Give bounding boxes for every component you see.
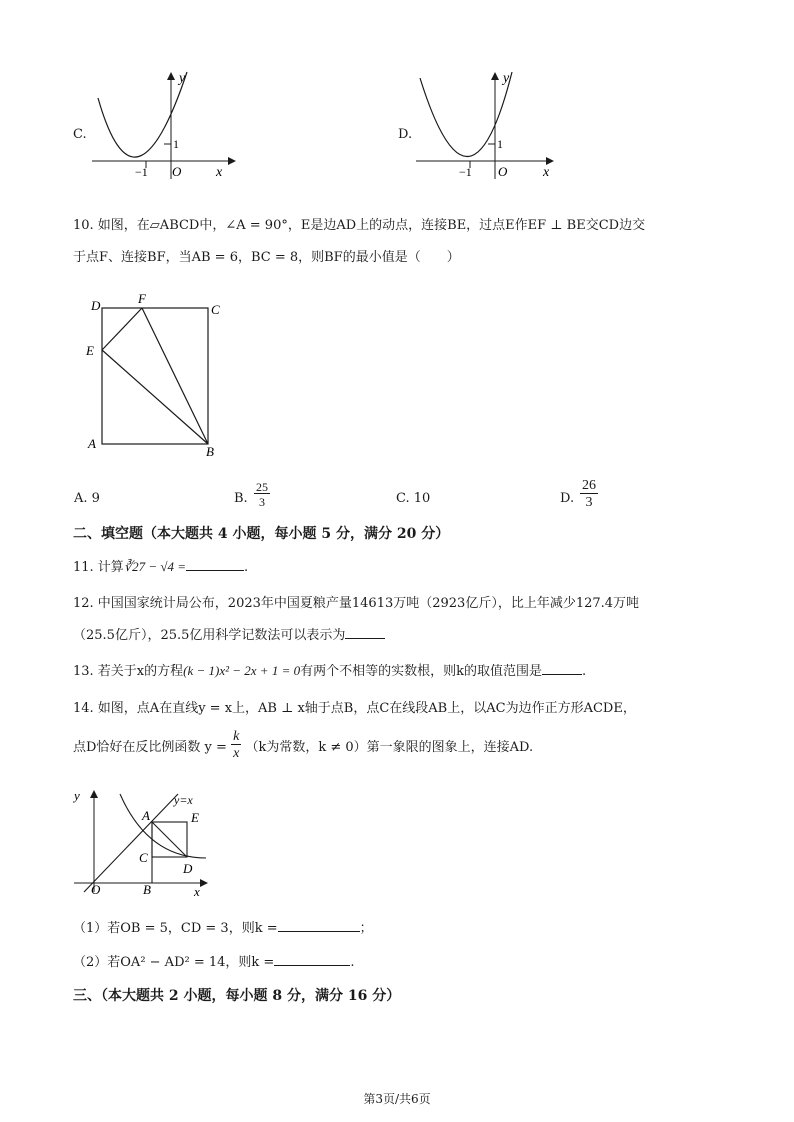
q11-prefix: 11. 计算 [73, 560, 124, 575]
q10-option-c: C. 10 [396, 491, 431, 506]
q9c-x-label: x [216, 165, 223, 180]
q10-option-a: A. 9 [74, 491, 100, 506]
section-3-title: 三、（本大题共 2 小题，每小题 8 分，满分 16 分） [73, 988, 401, 1004]
q14-sub1-suffix: ； [359, 921, 373, 936]
q14-y-label: y [74, 788, 80, 803]
q9-option-c-graph [88, 68, 238, 180]
q14-line-2-prefix: 点D恰好在反比例函数 y = [73, 740, 227, 755]
q14-line-2-suffix: （k为常数，k ≠ 0）第一象限的图象上，连接AD. [245, 740, 534, 755]
q10-label-b: B [206, 444, 214, 459]
q10-option-d-fraction: $\frac{26}{3}$ [582, 478, 596, 510]
q14-sub-question-1 [73, 917, 373, 936]
q14-sub2-prefix: （2）若OA² − AD² = 14，则k = [73, 955, 275, 970]
q14-label-c: C [139, 850, 148, 865]
q9c-y-label: y [179, 71, 186, 86]
q14-sub-question-2 [73, 951, 354, 970]
q13-answer-blank[interactable] [542, 662, 582, 675]
q9d-neg-one-label: −1 [459, 165, 472, 179]
q9-option-d-graph [412, 68, 562, 180]
q10-rectangle-figure [80, 288, 240, 460]
q10-label-c: C [211, 302, 220, 317]
q14-line-2 [73, 730, 533, 772]
q13-prefix: 13. 若关于x的方程 [73, 664, 184, 679]
q10-label-f: F [138, 291, 146, 306]
q14-label-e: E [191, 810, 199, 825]
q11-suffix: . [244, 560, 249, 575]
section-2-title: 二、填空题（本大题共 4 小题，每小题 5 分，满分 20 分） [73, 526, 450, 542]
q12-line-2 [73, 624, 385, 643]
q14-sub2-suffix: . [350, 955, 355, 970]
q9c-neg-one-label: −1 [135, 165, 148, 179]
q14-sub1-answer-blank[interactable] [278, 919, 360, 932]
q11-expression: ∛27 − √4 = [123, 559, 187, 574]
q10-label-a: A [88, 436, 96, 451]
q10-line-2: 于点F、连接BF，当AB = 6，BC = 8，则BF的最小值是（ ） [73, 250, 460, 265]
q14-label-b: B [143, 882, 151, 896]
q14-sub1-prefix: （1）若OB = 5，CD = 3，则k = [73, 921, 278, 936]
q10-line-1: 10. 如图，在▱ABCD中，∠A = 90°，E是边AD上的动点，连接BE，过点E作EF ⊥ BE交CD边交 [73, 218, 646, 233]
q9c-origin-label: O [172, 164, 182, 179]
q10-option-b-fraction: $\frac{25}{3}$ [256, 480, 268, 509]
page-footer: 第3页/共6页 [363, 1092, 431, 1106]
q14-label-d: D [183, 861, 193, 876]
q12-answer-blank[interactable] [345, 626, 385, 639]
q9-option-c-label: C. [73, 127, 87, 142]
q9-option-d-label: D. [398, 127, 413, 142]
q9d-x-label: x [543, 165, 550, 180]
q13-row [73, 660, 586, 679]
q9d-one-label: 1 [497, 137, 503, 151]
q14-sub2-answer-blank[interactable] [274, 953, 350, 966]
q10-label-d: D [91, 298, 101, 313]
q11-answer-blank[interactable] [186, 558, 244, 571]
q14-x-label: x [194, 884, 200, 896]
q14-fraction-k-over-x: $\frac{k}{x}$ [233, 729, 240, 761]
q14-label-a: A [142, 808, 150, 823]
q9d-y-label: y [503, 71, 510, 86]
q12-line-2-text: （25.5亿斤），25.5亿用科学记数法可以表示为 [73, 628, 346, 643]
q10-option-d-label: D. [560, 491, 575, 506]
q14-line-label: y=x [174, 793, 193, 807]
q12-line-1: 12. 中国国家统计局公布，2023年中国夏粮产量14613万吨（2923亿斤），比上年减少127.4万吨 [73, 596, 640, 611]
q9d-origin-label: O [498, 164, 508, 179]
q14-figure [70, 784, 220, 896]
q14-line-1: 14. 如图，点A在直线y = x上，AB ⊥ x轴于点B，点C在线段AB上，以AC为边作正方形ACDE， [73, 701, 636, 716]
q13-middle: 有两个不相等的实数根，则k的取值范围是 [300, 664, 542, 679]
q10-option-b-label: B. [234, 491, 248, 506]
q14-label-o: O [91, 882, 101, 896]
q9c-one-label: 1 [173, 137, 179, 151]
q10-label-e: E [86, 343, 94, 358]
q13-equation: (k − 1)x² − 2x + 1 = 0 [183, 663, 301, 678]
q13-suffix: . [582, 664, 587, 679]
q11-row [73, 556, 248, 575]
